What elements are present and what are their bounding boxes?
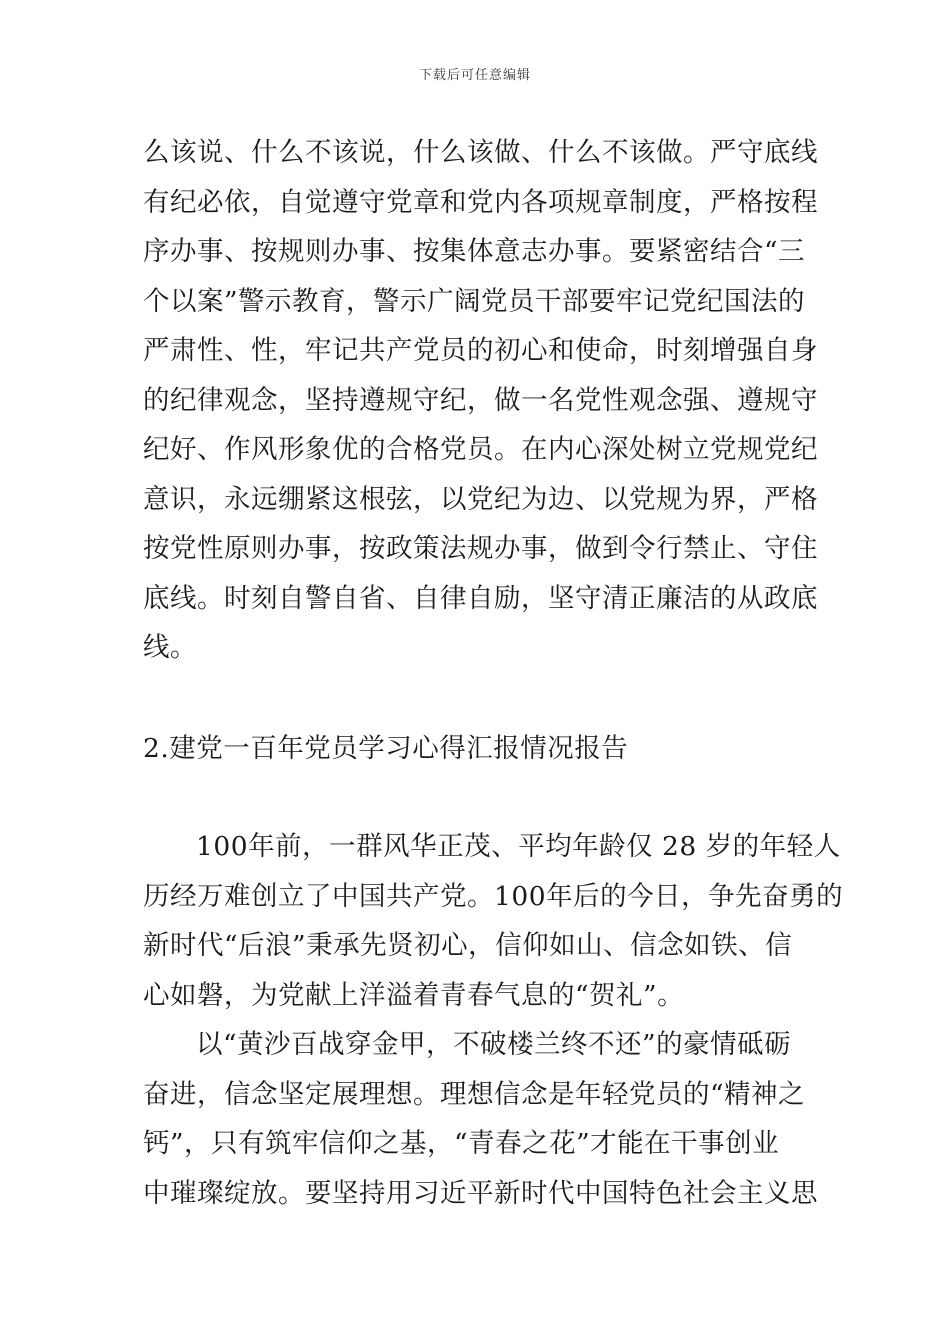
- paragraph-line: 意识，永远绷紧这根弦，以党纪为边、以党规为界，严格: [143, 483, 818, 515]
- report-body: [143, 822, 844, 1218]
- paragraph-line: 奋进，信念坚定展理想。理想信念是年轻党员的“精神之: [143, 1078, 806, 1110]
- paragraph-party-discipline: [143, 128, 818, 673]
- paragraph-line: 按党性原则办事，按政策法规办事，做到令行禁止、守住: [143, 533, 818, 564]
- paragraph-line: 钙”，只有筑牢信仰之基，“青春之花”才能在干事创业: [143, 1128, 780, 1159]
- paragraph-line: 心如磐，为党献上洋溢着青春气息的“贺礼”。: [143, 979, 685, 1011]
- paragraph-line: 新时代“后浪”秉承先贤初心，信仰如山、信念如铁、信: [143, 930, 793, 961]
- page-header: 下载后可任意编辑: [418, 68, 531, 83]
- paragraph-line: 个以案”警示教育，警示广阔党员干部要牢记党纪国法的: [143, 285, 806, 317]
- paragraph-line: 序办事、按规则办事、按集体意志办事。要紧密结合“三: [143, 236, 806, 267]
- paragraph-line: 纪好、作风形象优的合格党员。在内心深处树立党规党纪: [143, 434, 818, 465]
- paragraph-line: 中璀璨绽放。要坚持用习近平新时代中国特色社会主义思: [143, 1177, 818, 1209]
- paragraph-line: 的纪律观念，坚持遵规守纪，做一名党性观念强、遵规守: [143, 384, 818, 416]
- section-heading: [143, 724, 811, 774]
- section-heading-text: 2.建党一百年党员学习心得汇报情况报告: [143, 733, 629, 764]
- paragraph-line: 底线。时刻自警自省、自律自励，坚守清正廉洁的从政底: [143, 582, 818, 614]
- paragraph-line: 历经万难创立了中国共产党。100年后的今日，争先奋勇的: [143, 880, 844, 912]
- paragraph-line: 严肃性、性，牢记共产党员的初心和使命，时刻增强自身: [143, 335, 818, 366]
- paragraph-line: 么该说、什么不该说，什么该做、什么不该做。严守底线: [143, 137, 818, 168]
- paragraph-line: 100年前，一群风华正茂、平均年龄仅 28 岁的年轻人: [196, 831, 841, 862]
- paragraph-line: 以“黄沙百战穿金甲，不破楼兰终不还”的豪情砥砺: [196, 1029, 792, 1060]
- paragraph-line: 线。: [143, 632, 197, 663]
- paragraph-line: 有纪必依，自觉遵守党章和党内各项规章制度，严格按程: [143, 186, 818, 218]
